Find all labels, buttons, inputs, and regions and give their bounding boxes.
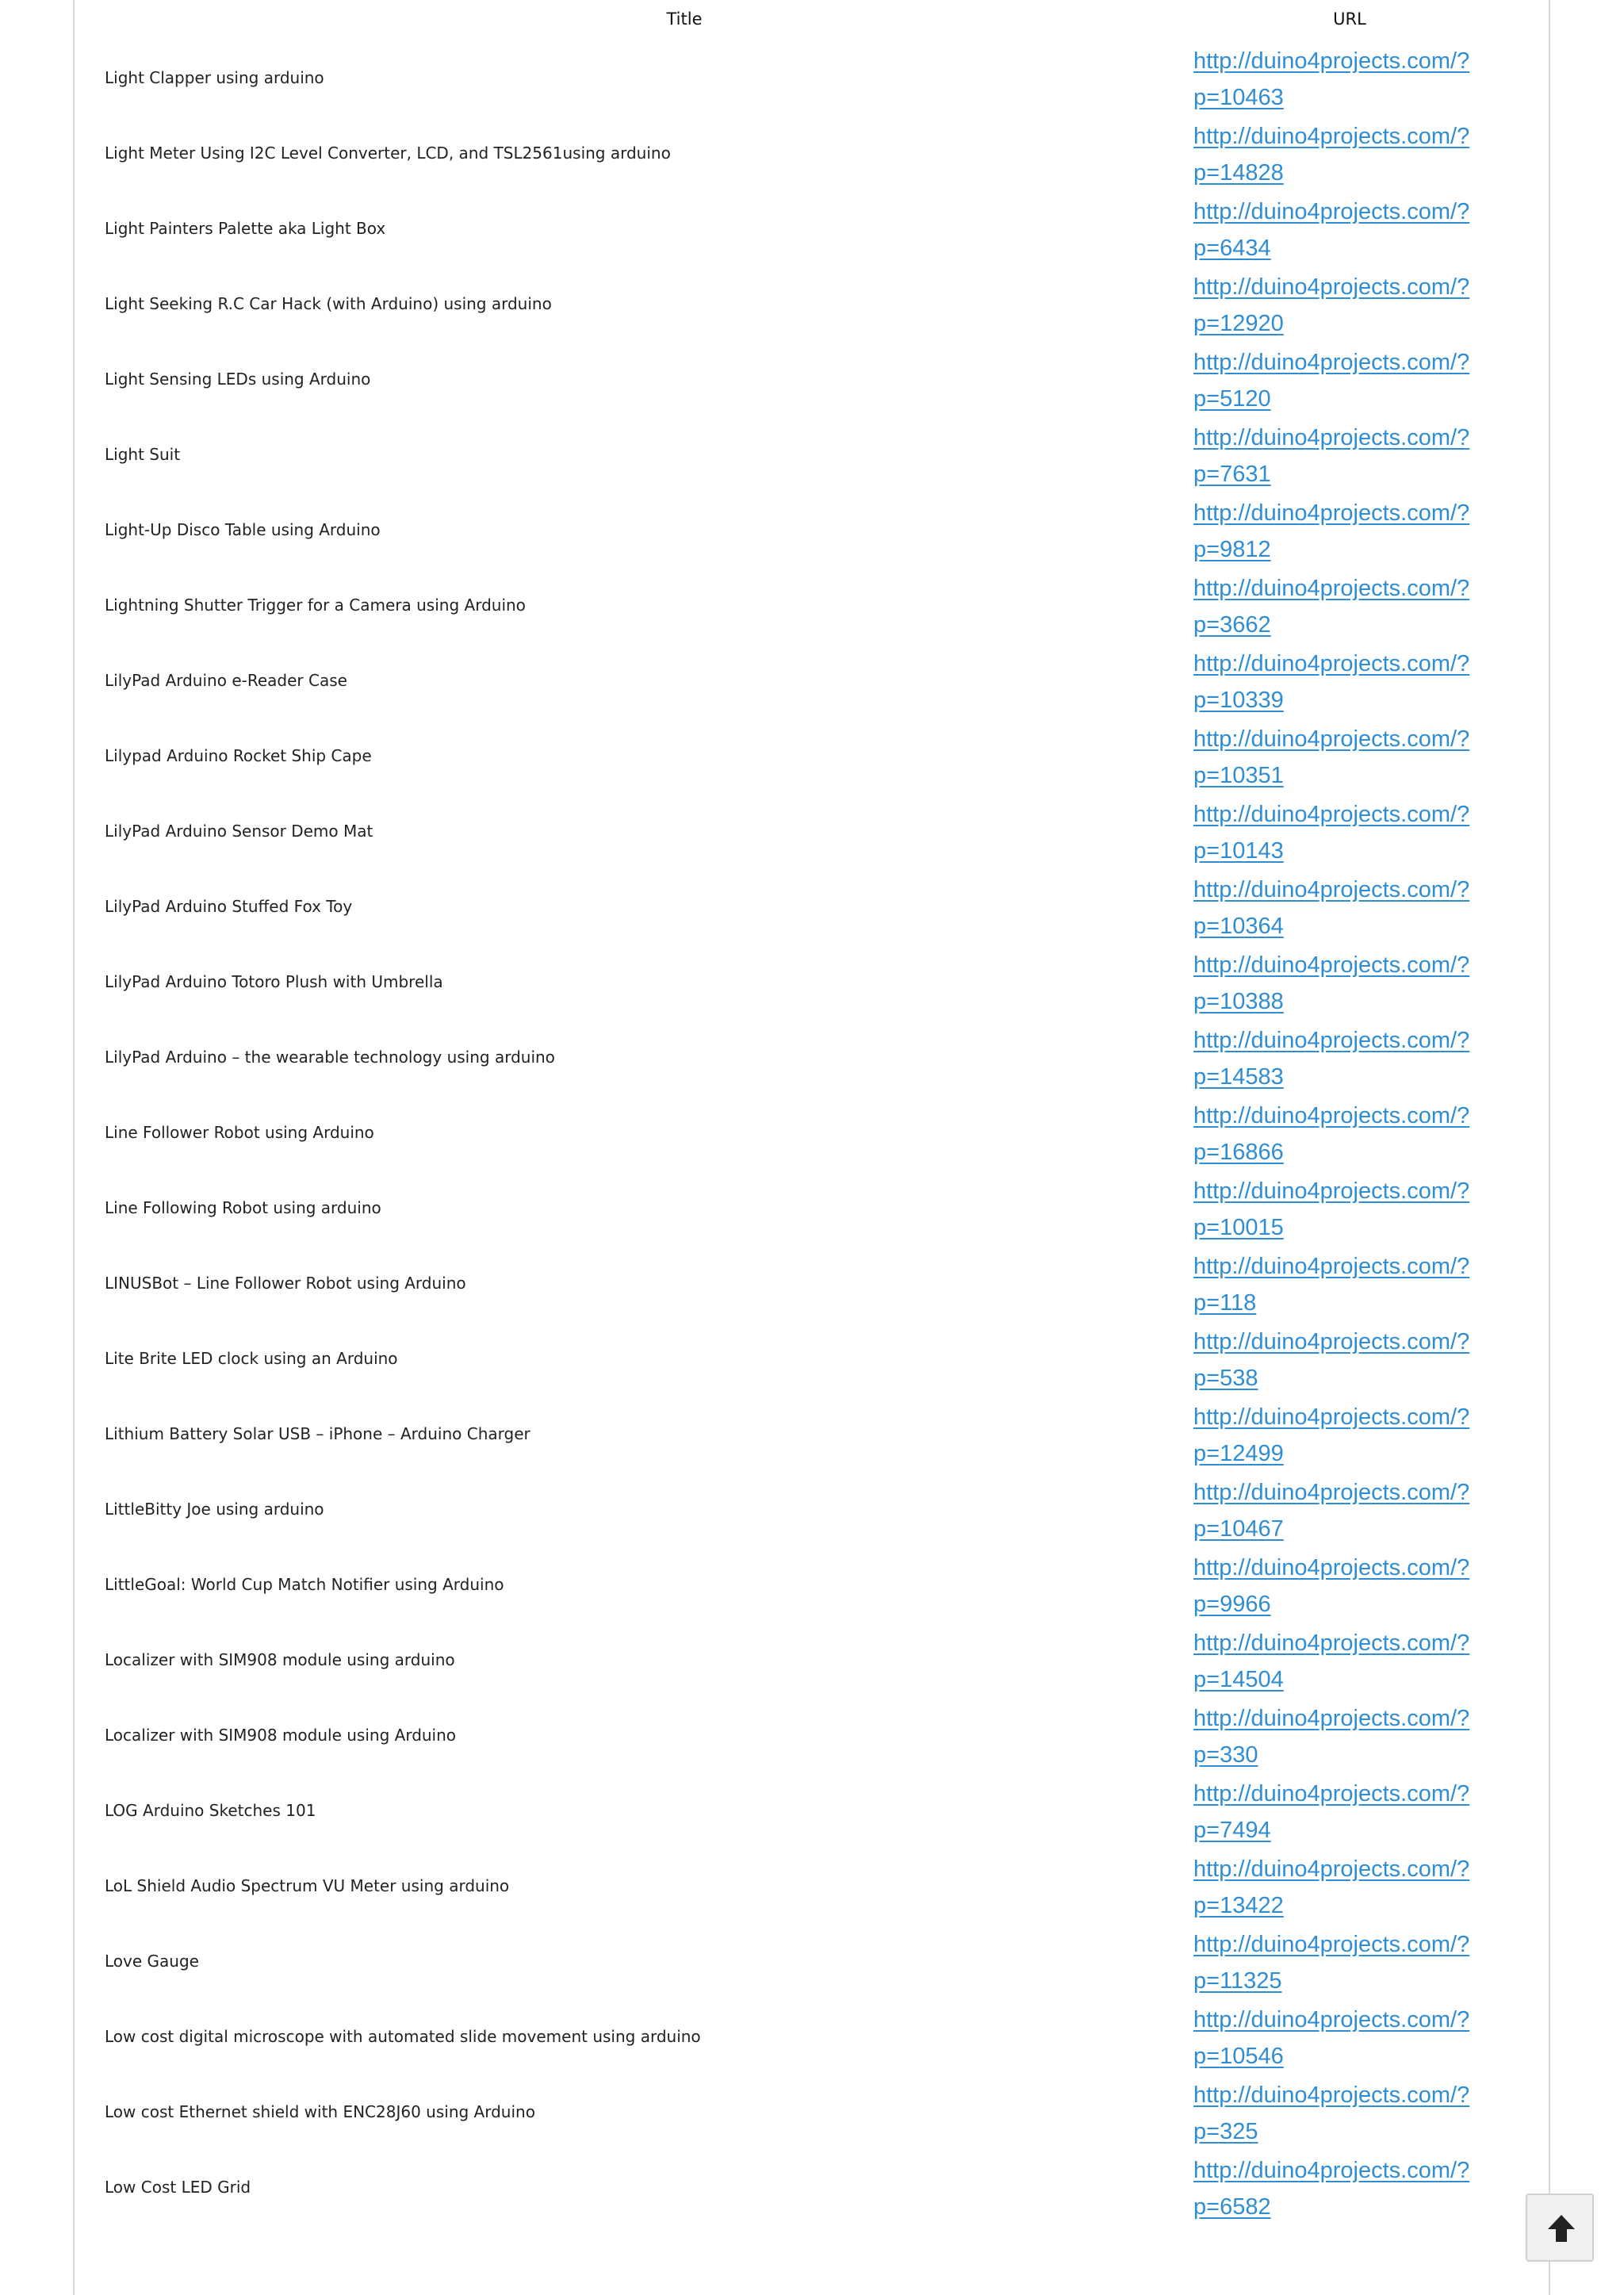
row-url-line2: p=330 bbox=[1193, 1742, 1258, 1768]
row-url-link[interactable] bbox=[1193, 1103, 1469, 1165]
row-url-line1: http://duino4projects.com/? bbox=[1193, 802, 1470, 827]
row-title: Light Sensing LEDs using Arduino bbox=[105, 370, 371, 389]
row-title: LoL Shield Audio Spectrum VU Meter using arduino bbox=[105, 1876, 510, 1895]
row-url-link[interactable] bbox=[1193, 1781, 1469, 1843]
row-url-line1: http://duino4projects.com/? bbox=[1193, 500, 1470, 526]
row-url-link[interactable] bbox=[1193, 1028, 1469, 1090]
row-url-link[interactable] bbox=[1193, 877, 1469, 939]
row-url-line1: http://duino4projects.com/? bbox=[1193, 651, 1470, 676]
row-url-line2: p=14828 bbox=[1193, 160, 1284, 186]
row-url-cell bbox=[1193, 1851, 1479, 1924]
row-url-link[interactable] bbox=[1193, 2007, 1469, 2069]
row-url-link[interactable] bbox=[1193, 350, 1469, 412]
row-title: Light Seeking R.C Car Hack (with Arduino) using arduino bbox=[105, 294, 552, 313]
row-title: Localizer with SIM908 module using Arduino bbox=[105, 1726, 457, 1745]
row-url-line2: p=14504 bbox=[1193, 1667, 1284, 1692]
row-url-line1: http://duino4projects.com/? bbox=[1193, 877, 1470, 902]
table-row bbox=[75, 192, 1549, 267]
row-url-line1: http://duino4projects.com/? bbox=[1193, 1254, 1470, 1279]
row-title: LilyPad Arduino – the wearable technology using arduino bbox=[105, 1048, 555, 1067]
row-title: LilyPad Arduino Stuffed Fox Toy bbox=[105, 897, 353, 916]
table-row bbox=[75, 795, 1549, 870]
table-header bbox=[75, 0, 1549, 41]
table-row bbox=[75, 1247, 1549, 1322]
row-url-cell bbox=[1193, 1625, 1479, 1698]
row-url-line1: http://duino4projects.com/? bbox=[1193, 576, 1470, 601]
row-url-cell bbox=[1193, 2077, 1479, 2150]
row-url-link[interactable] bbox=[1193, 1254, 1469, 1316]
row-url-cell bbox=[1193, 1550, 1479, 1623]
row-url-line1: http://duino4projects.com/? bbox=[1193, 1932, 1470, 1957]
row-url-line2: p=538 bbox=[1193, 1366, 1258, 1391]
row-title: Lilypad Arduino Rocket Ship Cape bbox=[105, 746, 372, 765]
row-url-line1: http://duino4projects.com/? bbox=[1193, 124, 1470, 149]
table-row bbox=[75, 1548, 1549, 1623]
row-url-line1: http://duino4projects.com/? bbox=[1193, 1555, 1470, 1580]
table-row bbox=[75, 1397, 1549, 1473]
row-url-line2: p=7494 bbox=[1193, 1818, 1271, 1843]
row-title: Lightning Shutter Trigger for a Camera using Arduino bbox=[105, 596, 526, 615]
row-url-line2: p=9812 bbox=[1193, 537, 1271, 562]
row-url-cell bbox=[1193, 1248, 1479, 1321]
row-url-line1: http://duino4projects.com/? bbox=[1193, 2082, 1470, 2108]
row-url-line2: p=16866 bbox=[1193, 1140, 1284, 1165]
table-row bbox=[75, 644, 1549, 719]
row-url-link[interactable] bbox=[1193, 576, 1469, 638]
row-url-line2: p=7631 bbox=[1193, 462, 1271, 487]
row-url-link[interactable] bbox=[1193, 1706, 1469, 1768]
row-url-line2: p=6582 bbox=[1193, 2194, 1271, 2220]
row-url-link[interactable] bbox=[1193, 124, 1469, 186]
row-url-cell bbox=[1193, 495, 1479, 568]
row-url-line2: p=10364 bbox=[1193, 914, 1284, 939]
table-row bbox=[75, 945, 1549, 1021]
table-row bbox=[75, 1021, 1549, 1096]
row-url-line2: p=6434 bbox=[1193, 236, 1271, 261]
row-url-cell bbox=[1193, 721, 1479, 794]
row-url-link[interactable] bbox=[1193, 1555, 1469, 1617]
row-url-line1: http://duino4projects.com/? bbox=[1193, 1178, 1470, 1204]
table-row bbox=[75, 1322, 1549, 1397]
content-frame bbox=[73, 0, 1550, 2295]
row-title: Light-Up Disco Table using Arduino bbox=[105, 520, 381, 539]
table-row bbox=[75, 1699, 1549, 1774]
row-title: Light Clapper using arduino bbox=[105, 68, 324, 87]
row-title: Lithium Battery Solar USB – iPhone – Arduino Charger bbox=[105, 1424, 530, 1443]
row-url-cell bbox=[1193, 344, 1479, 417]
row-url-link[interactable] bbox=[1193, 802, 1469, 864]
row-url-cell bbox=[1193, 1022, 1479, 1095]
row-url-cell bbox=[1193, 1173, 1479, 1246]
row-url-cell bbox=[1193, 193, 1479, 266]
row-title: Low cost Ethernet shield with ENC28J60 using Arduino bbox=[105, 2102, 535, 2121]
row-url-line2: p=10388 bbox=[1193, 989, 1284, 1014]
column-header-title: Title bbox=[666, 10, 703, 29]
table-row bbox=[75, 418, 1549, 493]
row-title: Line Following Robot using arduino bbox=[105, 1198, 381, 1217]
row-url-line2: p=10546 bbox=[1193, 2044, 1284, 2069]
table-row bbox=[75, 267, 1549, 343]
table-row bbox=[75, 343, 1549, 418]
row-url-line1: http://duino4projects.com/? bbox=[1193, 1028, 1470, 1053]
row-url-cell bbox=[1193, 796, 1479, 869]
table-row bbox=[75, 1473, 1549, 1548]
row-url-line2: p=14583 bbox=[1193, 1064, 1284, 1090]
row-url-line1: http://duino4projects.com/? bbox=[1193, 274, 1470, 300]
arrow-up-icon bbox=[1545, 2213, 1577, 2244]
row-url-line1: http://duino4projects.com/? bbox=[1193, 1856, 1470, 1882]
row-title: Light Suit bbox=[105, 445, 181, 464]
table-row bbox=[75, 2075, 1549, 2151]
row-url-line1: http://duino4projects.com/? bbox=[1193, 1781, 1470, 1806]
table-row bbox=[75, 41, 1549, 117]
row-url-line1: http://duino4projects.com/? bbox=[1193, 952, 1470, 978]
row-url-link[interactable] bbox=[1193, 2158, 1469, 2220]
row-url-line1: http://duino4projects.com/? bbox=[1193, 1329, 1470, 1354]
row-url-link[interactable] bbox=[1193, 1856, 1469, 1918]
row-url-cell bbox=[1193, 1324, 1479, 1397]
row-url-cell bbox=[1193, 1700, 1479, 1773]
row-url-cell bbox=[1193, 1926, 1479, 1999]
row-title: Love Gauge bbox=[105, 1952, 199, 1971]
table-row bbox=[75, 2151, 1549, 2226]
table-row bbox=[75, 117, 1549, 192]
row-url-line1: http://duino4projects.com/? bbox=[1193, 2158, 1470, 2183]
table-row bbox=[75, 1774, 1549, 1849]
row-url-line1: http://duino4projects.com/? bbox=[1193, 425, 1470, 450]
row-url-cell bbox=[1193, 646, 1479, 718]
row-url-link[interactable] bbox=[1193, 1480, 1469, 1542]
row-title: Light Meter Using I2C Level Converter, LCD, and TSL2561using arduino bbox=[105, 144, 671, 163]
row-url-link[interactable] bbox=[1193, 199, 1469, 261]
row-url-line2: p=5120 bbox=[1193, 386, 1271, 412]
row-url-line2: p=10463 bbox=[1193, 85, 1284, 110]
row-url-cell bbox=[1193, 2152, 1479, 2225]
row-url-link[interactable] bbox=[1193, 2082, 1469, 2144]
row-url-link[interactable] bbox=[1193, 651, 1469, 713]
row-url-link[interactable] bbox=[1193, 274, 1469, 336]
table-row bbox=[75, 1096, 1549, 1171]
row-url-line1: http://duino4projects.com/? bbox=[1193, 48, 1470, 74]
row-url-line2: p=10143 bbox=[1193, 838, 1284, 864]
row-url-line1: http://duino4projects.com/? bbox=[1193, 2007, 1470, 2033]
row-title: LittleGoal: World Cup Match Notifier using Arduino bbox=[105, 1575, 504, 1594]
row-url-cell bbox=[1193, 947, 1479, 1020]
row-title: Low Cost LED Grid bbox=[105, 2178, 251, 2197]
row-url-cell bbox=[1193, 872, 1479, 944]
row-url-link[interactable] bbox=[1193, 1630, 1469, 1692]
row-title: LittleBitty Joe using arduino bbox=[105, 1500, 324, 1519]
row-title: Line Follower Robot using Arduino bbox=[105, 1123, 374, 1142]
row-title: LilyPad Arduino Totoro Plush with Umbrella bbox=[105, 972, 443, 991]
row-url-line1: http://duino4projects.com/? bbox=[1193, 1480, 1470, 1505]
row-url-line2: p=10339 bbox=[1193, 688, 1284, 713]
row-url-link[interactable] bbox=[1193, 48, 1469, 110]
row-url-cell bbox=[1193, 2002, 1479, 2075]
row-url-line1: http://duino4projects.com/? bbox=[1193, 726, 1470, 752]
row-url-line2: p=12920 bbox=[1193, 311, 1284, 336]
row-url-line1: http://duino4projects.com/? bbox=[1193, 350, 1470, 375]
row-url-line2: p=9966 bbox=[1193, 1592, 1271, 1617]
row-url-line1: http://duino4projects.com/? bbox=[1193, 1404, 1470, 1430]
row-url-line1: http://duino4projects.com/? bbox=[1193, 199, 1470, 224]
row-url-cell bbox=[1193, 1776, 1479, 1849]
row-title: LOG Arduino Sketches 101 bbox=[105, 1801, 316, 1820]
row-url-line2: p=10467 bbox=[1193, 1516, 1284, 1542]
row-url-cell bbox=[1193, 1098, 1479, 1170]
table-row bbox=[75, 1171, 1549, 1247]
table-row bbox=[75, 1925, 1549, 2000]
row-url-link[interactable] bbox=[1193, 952, 1469, 1014]
row-url-link[interactable] bbox=[1193, 726, 1469, 788]
scroll-to-top-button[interactable] bbox=[1526, 2193, 1594, 2262]
table-row bbox=[75, 2000, 1549, 2075]
row-url-link[interactable] bbox=[1193, 1404, 1469, 1466]
row-url-line1: http://duino4projects.com/? bbox=[1193, 1103, 1470, 1128]
row-url-line2: p=10351 bbox=[1193, 763, 1284, 788]
row-title: Lite Brite LED clock using an Arduino bbox=[105, 1349, 398, 1368]
row-title: LilyPad Arduino Sensor Demo Mat bbox=[105, 822, 373, 841]
row-url-cell bbox=[1193, 269, 1479, 342]
table-row bbox=[75, 1623, 1549, 1699]
row-url-link[interactable] bbox=[1193, 500, 1469, 562]
table-row bbox=[75, 719, 1549, 795]
row-title: LilyPad Arduino e-Reader Case bbox=[105, 671, 347, 690]
row-url-link[interactable] bbox=[1193, 1932, 1469, 1994]
table-body bbox=[75, 41, 1549, 2226]
row-url-line2: p=13422 bbox=[1193, 1893, 1284, 1918]
row-url-cell bbox=[1193, 1399, 1479, 1472]
row-title: Localizer with SIM908 module using arduino bbox=[105, 1650, 455, 1669]
column-header-url: URL bbox=[1333, 10, 1366, 29]
row-url-cell bbox=[1193, 118, 1479, 191]
row-url-line2: p=12499 bbox=[1193, 1441, 1284, 1466]
row-url-line2: p=11325 bbox=[1193, 1968, 1282, 1994]
row-url-cell bbox=[1193, 1474, 1479, 1547]
row-url-line1: http://duino4projects.com/? bbox=[1193, 1630, 1470, 1656]
row-url-line1: http://duino4projects.com/? bbox=[1193, 1706, 1470, 1731]
row-url-cell bbox=[1193, 420, 1479, 492]
table-row bbox=[75, 493, 1549, 569]
row-title: Light Painters Palette aka Light Box bbox=[105, 219, 386, 238]
row-url-line2: p=118 bbox=[1193, 1290, 1257, 1316]
row-url-cell bbox=[1193, 43, 1479, 116]
row-url-link[interactable] bbox=[1193, 1329, 1469, 1391]
row-url-line2: p=325 bbox=[1193, 2119, 1258, 2144]
table-row bbox=[75, 870, 1549, 945]
row-url-line2: p=10015 bbox=[1193, 1215, 1284, 1240]
row-title: LINUSBot – Line Follower Robot using Arduino bbox=[105, 1274, 466, 1293]
table-row bbox=[75, 569, 1549, 644]
row-url-cell bbox=[1193, 570, 1479, 643]
table-row bbox=[75, 1849, 1549, 1925]
row-url-line2: p=3662 bbox=[1193, 612, 1271, 638]
row-url-link[interactable] bbox=[1193, 425, 1469, 487]
row-title: Low cost digital microscope with automated slide movement using arduino bbox=[105, 2027, 701, 2046]
row-url-link[interactable] bbox=[1193, 1178, 1469, 1240]
